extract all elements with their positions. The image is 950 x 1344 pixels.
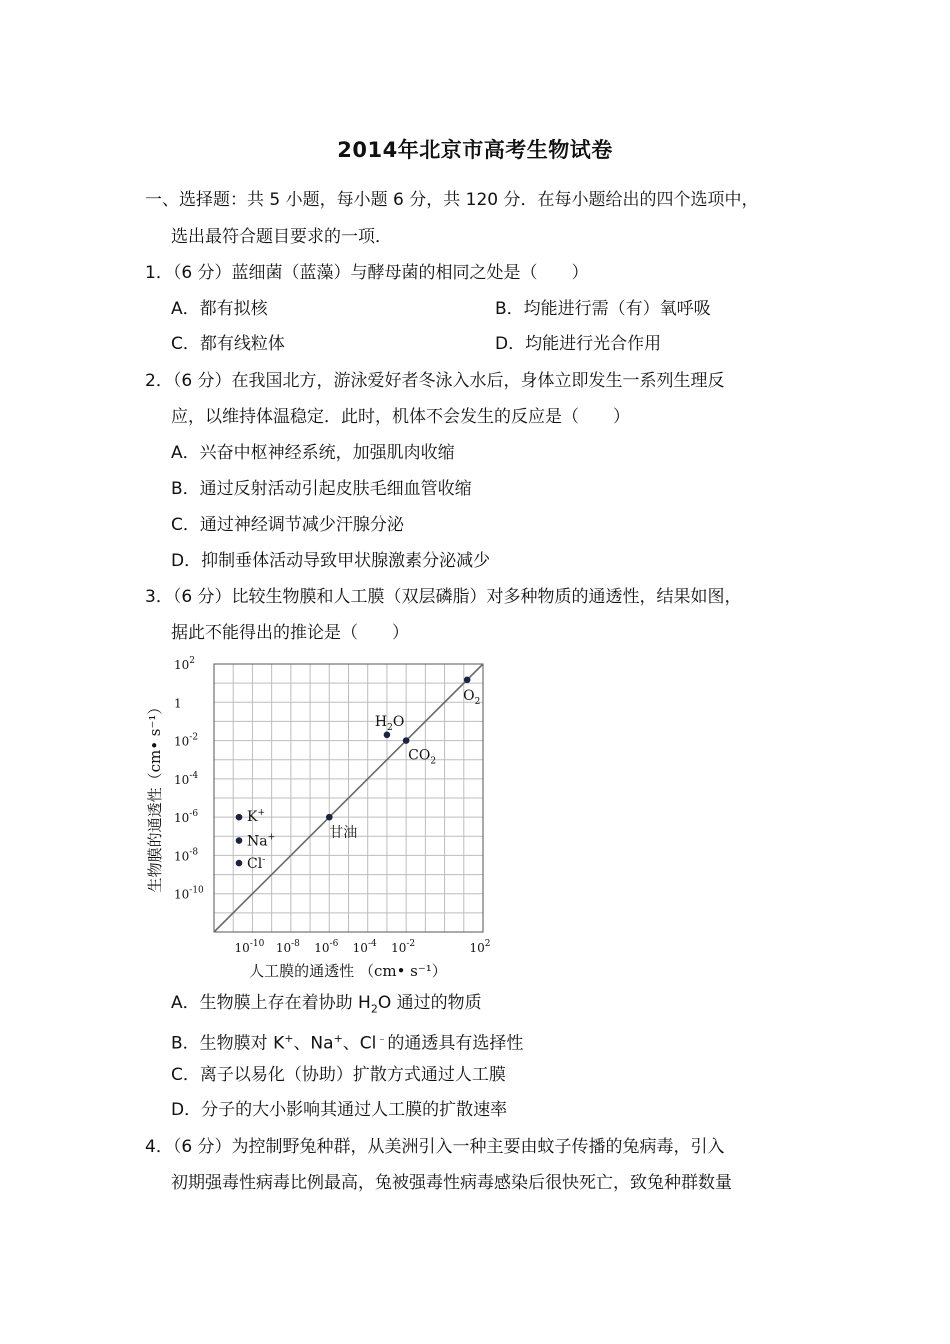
x-tick-base: 10 [391, 941, 407, 955]
x-tick-exponent: 2 [484, 939, 491, 949]
q2-option-c: C．通过神经调节减少汗腺分泌 [171, 515, 404, 535]
point-label-main: K [246, 809, 258, 826]
data-point-label [329, 824, 357, 841]
q1-option-c: C．都有线粒体 [171, 334, 285, 354]
x-axis-title: 人工膜的通透性 （cm• s⁻¹） [249, 962, 447, 980]
q2-stem-line2: 应，以维持体温稳定．此时，机体不会发生的反应是（ ） [171, 407, 630, 427]
y-tick-label [174, 733, 198, 749]
y-tick-base: 10 [174, 849, 190, 864]
x-tick-exponent: -4 [367, 939, 377, 949]
q3-option-b-mid2: 、Cl [342, 1033, 377, 1054]
point-label-post: O [392, 713, 405, 730]
x-tick-label [235, 939, 265, 955]
q1-stem: 1．（6 分）蓝细菌（蓝藻）与酵母菌的相同之处是（ ） [145, 263, 589, 283]
data-point-label [463, 688, 480, 707]
data-point [236, 814, 243, 821]
y-tick-exponent: -8 [189, 847, 199, 858]
q3-option-b-post: 的通透具有选择性 [387, 1033, 524, 1054]
q3-option-c: C．离子以易化（协助）扩散方式通过人工膜 [171, 1065, 506, 1085]
y-tick-exponent: -2 [189, 732, 199, 743]
q1-option-a: A．都有拟核 [171, 299, 268, 319]
data-point-label [408, 748, 436, 767]
q3-option-a-sub: 2 [370, 1002, 378, 1016]
point-label-sup: - [262, 855, 266, 866]
y-tick-label [174, 656, 195, 672]
point-label-main: CO [408, 747, 431, 764]
data-point [464, 676, 471, 683]
q3-option-b-sup1: + [284, 1032, 294, 1045]
y-tick-label [174, 696, 182, 710]
data-point [403, 737, 410, 744]
x-tick-exponent: -10 [249, 939, 265, 949]
q1-option-d: D．均能进行光合作用 [495, 334, 662, 354]
x-tick-label [353, 939, 377, 955]
point-label-sup: + [257, 808, 266, 819]
point-label-sub: 2 [387, 722, 393, 733]
point-label-main: Na [246, 833, 268, 850]
q2-option-a: A．兴奋中枢神经系统，加强肌肉收缩 [171, 443, 455, 463]
x-tick-base: 10 [469, 941, 485, 955]
q3-option-a [171, 992, 482, 1020]
point-label-main: O [463, 687, 475, 704]
y-tick-base: 1 [174, 696, 182, 711]
q3-option-a-post: O 通过的物质 [377, 993, 482, 1013]
q4-stem-line2: 初期强毒性病毒比例最高，兔被强毒性病毒感染后很快死亡，致兔种群数量 [171, 1173, 732, 1193]
q2-stem-line1: 2．（6 分）在我国北方，游泳爱好者冬泳入水后，身体立即发生一系列生理反 [145, 371, 725, 391]
point-label-sub: 2 [430, 756, 437, 767]
q3-option-b-mid1: 、Na [293, 1033, 334, 1054]
point-label-main: H [374, 713, 388, 730]
q1-option-b: B．均能进行需（有）氧呼吸 [495, 299, 711, 319]
y-tick-base: 10 [174, 658, 190, 672]
data-point-label [247, 833, 275, 850]
data-point-label [247, 808, 265, 825]
point-label-main: 甘油 [329, 825, 358, 842]
y-tick-base: 10 [174, 887, 190, 902]
y-tick-exponent: -4 [189, 770, 199, 781]
y-axis-title: 生物膜的通透性（cm• s⁻¹） [146, 699, 164, 893]
q3-stem-line2: 据此不能得出的推论是（ ） [171, 623, 409, 643]
point-label-main: Cl [246, 856, 263, 873]
data-point-label [247, 855, 265, 872]
q2-option-d: D．抑制垂体活动导致甲状腺激素分泌减少 [171, 551, 491, 571]
x-tick-label [314, 939, 338, 955]
x-tick-base: 10 [314, 941, 330, 955]
q3-option-b-sup2: + [333, 1032, 343, 1045]
data-point [236, 837, 243, 844]
y-tick-label [174, 886, 204, 902]
permeability-chart-svg [138, 650, 518, 986]
q3-option-d: D．分子的大小影响其通过人工膜的扩散速率 [171, 1100, 508, 1120]
x-tick-label [276, 939, 300, 955]
y-tick-exponent: 2 [189, 656, 196, 666]
data-point [326, 814, 333, 821]
data-point-label [375, 714, 404, 733]
page-title: 2014年北京市高考生物试卷 [337, 138, 613, 162]
x-tick-exponent: -8 [291, 939, 300, 949]
x-tick-base: 10 [275, 941, 292, 955]
y-tick-base: 10 [174, 734, 190, 749]
y-tick-label [174, 809, 198, 825]
point-label-sub: 2 [474, 696, 481, 707]
q3-option-a-pre: A．生物膜上存在着协助 H [171, 993, 371, 1013]
q4-stem-line1: 4．（6 分）为控制野兔种群，从美洲引入一种主要由蚊子传播的兔病毒，引入 [145, 1137, 725, 1157]
x-tick-base: 10 [234, 941, 250, 955]
y-tick-label [174, 771, 198, 787]
y-tick-base: 10 [174, 811, 190, 826]
q3-stem-line1: 3．（6 分）比较生物膜和人工膜（双层磷脂）对多种物质的通透性，结果如图， [145, 587, 742, 607]
x-tick-exponent: -2 [406, 939, 416, 949]
permeability-chart [138, 650, 518, 986]
point-label-sup: + [267, 832, 276, 843]
q3-option-b-pre: B．生物膜对 K [171, 1033, 285, 1054]
q2-option-b: B．通过反射活动引起皮肤毛细血管收缩 [171, 479, 472, 499]
section-instructions-line2: 选出最符合题目要求的一项． [171, 227, 392, 247]
q3-option-b-sup3: ﹣ [376, 1032, 388, 1045]
x-tick-exponent: -6 [329, 939, 339, 949]
y-tick-exponent: -10 [189, 885, 204, 896]
y-tick-exponent: -6 [189, 809, 199, 820]
x-tick-label [391, 939, 415, 955]
y-tick-label [174, 847, 198, 863]
data-point [236, 860, 243, 867]
y-tick-base: 10 [174, 772, 190, 787]
section-instructions-line1: 一、选择题：共 5 小题，每小题 6 分，共 120 分．在每小题给出的四个选项中， [145, 190, 759, 210]
x-tick-label [469, 939, 490, 955]
q3-option-b [171, 1028, 523, 1055]
x-tick-base: 10 [352, 941, 368, 955]
